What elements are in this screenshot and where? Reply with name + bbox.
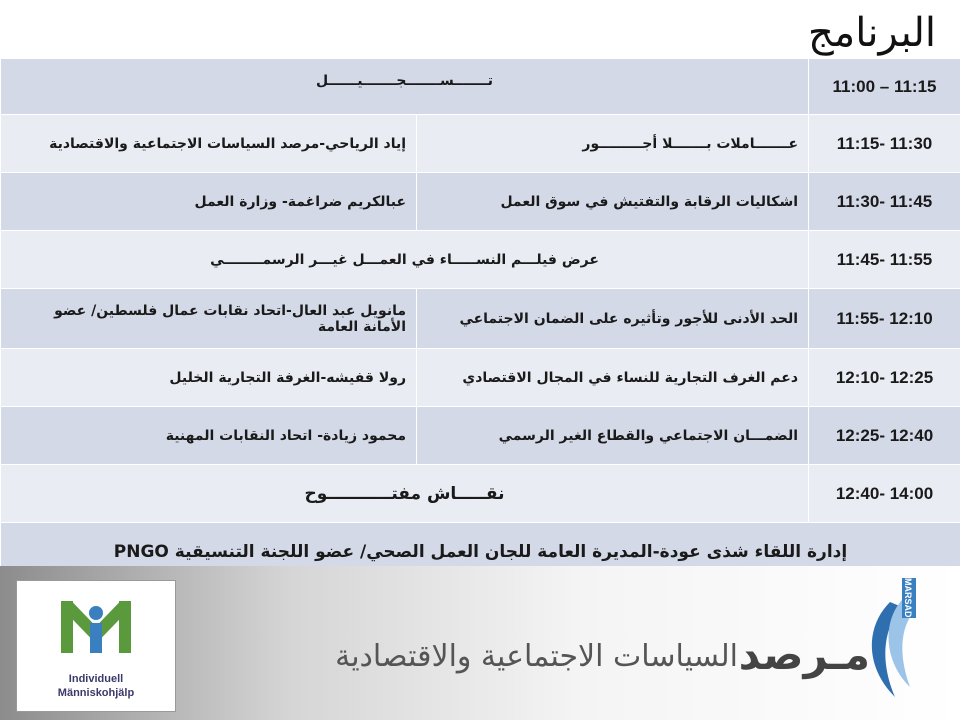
marsad-vertical-text: MARSAD: [902, 578, 916, 618]
time-cell: 11:45- 11:55: [809, 231, 960, 289]
time-cell: 12:10- 12:25: [809, 349, 960, 407]
time-cell: 12:25- 12:40: [809, 407, 960, 465]
im-logo-icon: [17, 581, 175, 671]
table-row: [1, 231, 960, 289]
topic-cell: دعم الغرف التجارية للنساء في المجال الاقتصادي: [417, 349, 809, 407]
marsad-logo-icon: [860, 572, 930, 712]
time-cell: 11:30- 11:45: [809, 173, 960, 231]
brand-name: مـرصد: [738, 630, 870, 679]
topic-cell: تـــــــســـــــجـــــــيــــــل: [1, 59, 809, 115]
table-row: [1, 407, 960, 465]
speaker-cell: رولا قفيشه-الغرفة التجارية الخليل: [1, 349, 417, 407]
speaker-cell: محمود زيادة- اتحاد النقابات المهنية: [1, 407, 417, 465]
speaker-cell: مانويل عبد العال-اتحاد نقابات عمال فلسطين/ عضو الأمانة العامة: [1, 289, 417, 349]
agenda-table: [0, 58, 960, 581]
time-cell: 11:00 – 11:15: [809, 59, 960, 115]
logo-text-line2: Människohjälp: [57, 687, 135, 699]
time-cell: 11:15- 11:30: [809, 115, 960, 173]
topic-cell: اشكاليات الرقابة والتفتيش في سوق العمل: [417, 173, 809, 231]
topic-cell: عـــــــاملات بـــــــلا أجـــــــــور: [417, 115, 809, 173]
topic-cell: نقـــــاش مفتـــــــــــوح: [1, 465, 809, 523]
table-row: [1, 59, 960, 115]
table-row: [1, 349, 960, 407]
table-row: [1, 465, 960, 523]
topic-cell: عرض فيلـــم النســـــاء في العمـــل غيـــر الرسمــــــــي: [1, 231, 809, 289]
table-row: [1, 173, 960, 231]
table-row: [1, 289, 960, 349]
table-row: [1, 115, 960, 173]
time-cell: 12:40- 14:00: [809, 465, 960, 523]
page-title: البرنامج: [807, 10, 936, 56]
time-cell: 11:55- 12:10: [809, 289, 960, 349]
speaker-cell: إياد الرياحي-مرصد السياسات الاجتماعية والاقتصادية: [1, 115, 417, 173]
speaker-cell: عبالكريم ضراغمة- وزارة العمل: [1, 173, 417, 231]
logo-text-line1: Individuell: [68, 673, 124, 685]
topic-cell: الضمـــان الاجتماعي والقطاع الغير الرسمي: [417, 407, 809, 465]
topic-cell: الحد الأدنى للأجور وتأثيره على الضمان الاجتماعي: [417, 289, 809, 349]
footer-banner: [0, 566, 960, 720]
tagline-text: السياسات الاجتماعية والاقتصادية: [335, 639, 738, 674]
moderator-cell: إدارة اللقاء شذى عودة-المديرة العامة للجان العمل الصحي/ عضو اللجنة التنسيقية PNGO: [1, 523, 960, 581]
individuell-logo: [16, 580, 176, 712]
